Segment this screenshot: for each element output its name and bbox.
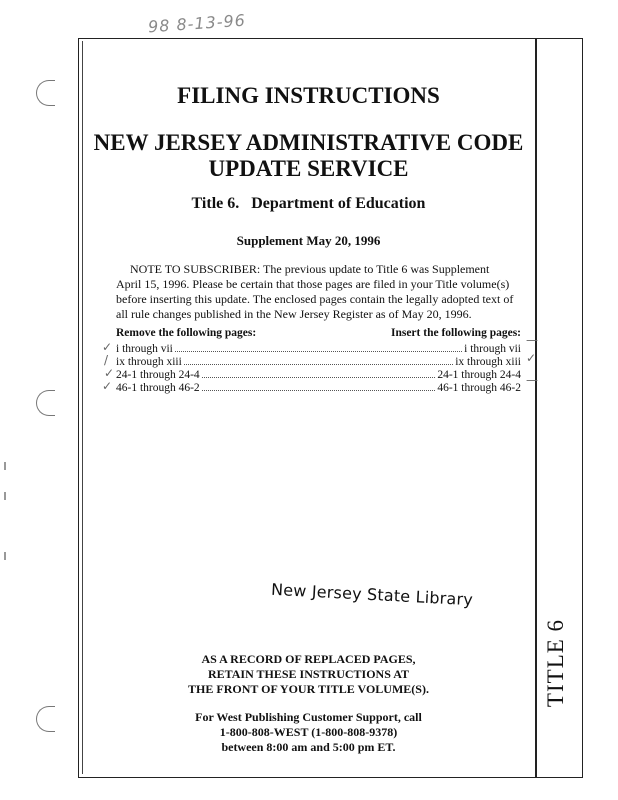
binder-hole-mark-top	[36, 80, 55, 106]
dot-leader	[184, 355, 453, 365]
insert-range: ix through xiii	[455, 356, 521, 368]
support-line1: For West Publishing Customer Support, call	[195, 710, 422, 724]
remove-pages-heading: Remove the following pages:	[116, 327, 257, 339]
page-list-header	[116, 327, 521, 342]
binder-hole-mark-bottom	[36, 706, 55, 732]
page-border-inner-line	[82, 41, 83, 774]
insert-range: i through vii	[464, 343, 521, 355]
checkmark-icon: ✓	[526, 351, 537, 365]
code-title-line1: NEW JERSEY ADMINISTRATIVE CODE	[93, 130, 524, 155]
page-replacement-list	[102, 327, 538, 394]
retain-notice	[86, 652, 531, 697]
checkmark-icon: ✓	[104, 366, 115, 380]
insert-range: 24-1 through 24-4	[437, 369, 521, 381]
dot-leader	[175, 342, 462, 352]
retain-line3: THE FRONT OF YOUR TITLE VOLUME(S).	[188, 682, 429, 696]
tab-divider-line	[535, 38, 537, 778]
page-title: FILING INSTRUCTIONS	[177, 83, 440, 108]
margin-tick	[4, 462, 6, 470]
margin-tick	[4, 552, 6, 560]
remove-range: 24-1 through 24-4	[116, 369, 200, 381]
support-hours: between 8:00 am and 5:00 pm ET.	[221, 740, 396, 754]
supplement-date: Supplement May 20, 1996	[236, 233, 381, 248]
department-heading: Title 6. Department of Education	[191, 195, 426, 212]
page-list-row	[116, 355, 521, 368]
insert-pages-heading: Insert the following pages:	[390, 327, 521, 339]
code-title-line2: UPDATE SERVICE	[208, 156, 409, 181]
dot-leader	[202, 381, 436, 391]
page-list-row	[116, 381, 521, 394]
retain-line1: AS A RECORD OF REPLACED PAGES,	[201, 652, 416, 666]
insert-range: 46-1 through 46-2	[437, 382, 521, 394]
checkmark-icon: —	[526, 373, 538, 387]
support-phone: 1-800-808-WEST (1-800-808-9378)	[219, 725, 398, 739]
checkmark-icon: ✓	[102, 379, 113, 393]
binder-hole-mark-middle	[36, 390, 55, 416]
tab-label: TITLE 6	[543, 618, 568, 708]
remove-range: i through vii	[116, 343, 173, 355]
code-title	[86, 130, 531, 182]
remove-range: 46-1 through 46-2	[116, 382, 200, 394]
page-list-row	[116, 368, 521, 381]
retain-line2: RETAIN THESE INSTRUCTIONS AT	[207, 667, 410, 681]
remove-range: ix through xiii	[116, 356, 182, 368]
handwritten-date: 98 8-13-96	[147, 10, 247, 37]
library-stamp: New Jersey State Library	[270, 579, 474, 610]
checkmark-icon: —	[526, 333, 538, 347]
page-list-row	[116, 342, 521, 355]
checkmark-icon: ✓	[102, 340, 113, 354]
dot-leader	[202, 368, 436, 378]
customer-support	[86, 710, 531, 755]
checkmark-icon: /	[104, 353, 109, 367]
margin-tick	[4, 492, 6, 500]
note-to-subscriber: NOTE TO SUBSCRIBER: The previous update to Title 6 was Supplement April 15, 1996. Please be certain that those pages are filed in your Title volume(s) before inserting this update. The enclosed pages contain the legally adopted text of all rule changes published in the New Jersey Register as of May 20, 1996.	[116, 262, 514, 321]
